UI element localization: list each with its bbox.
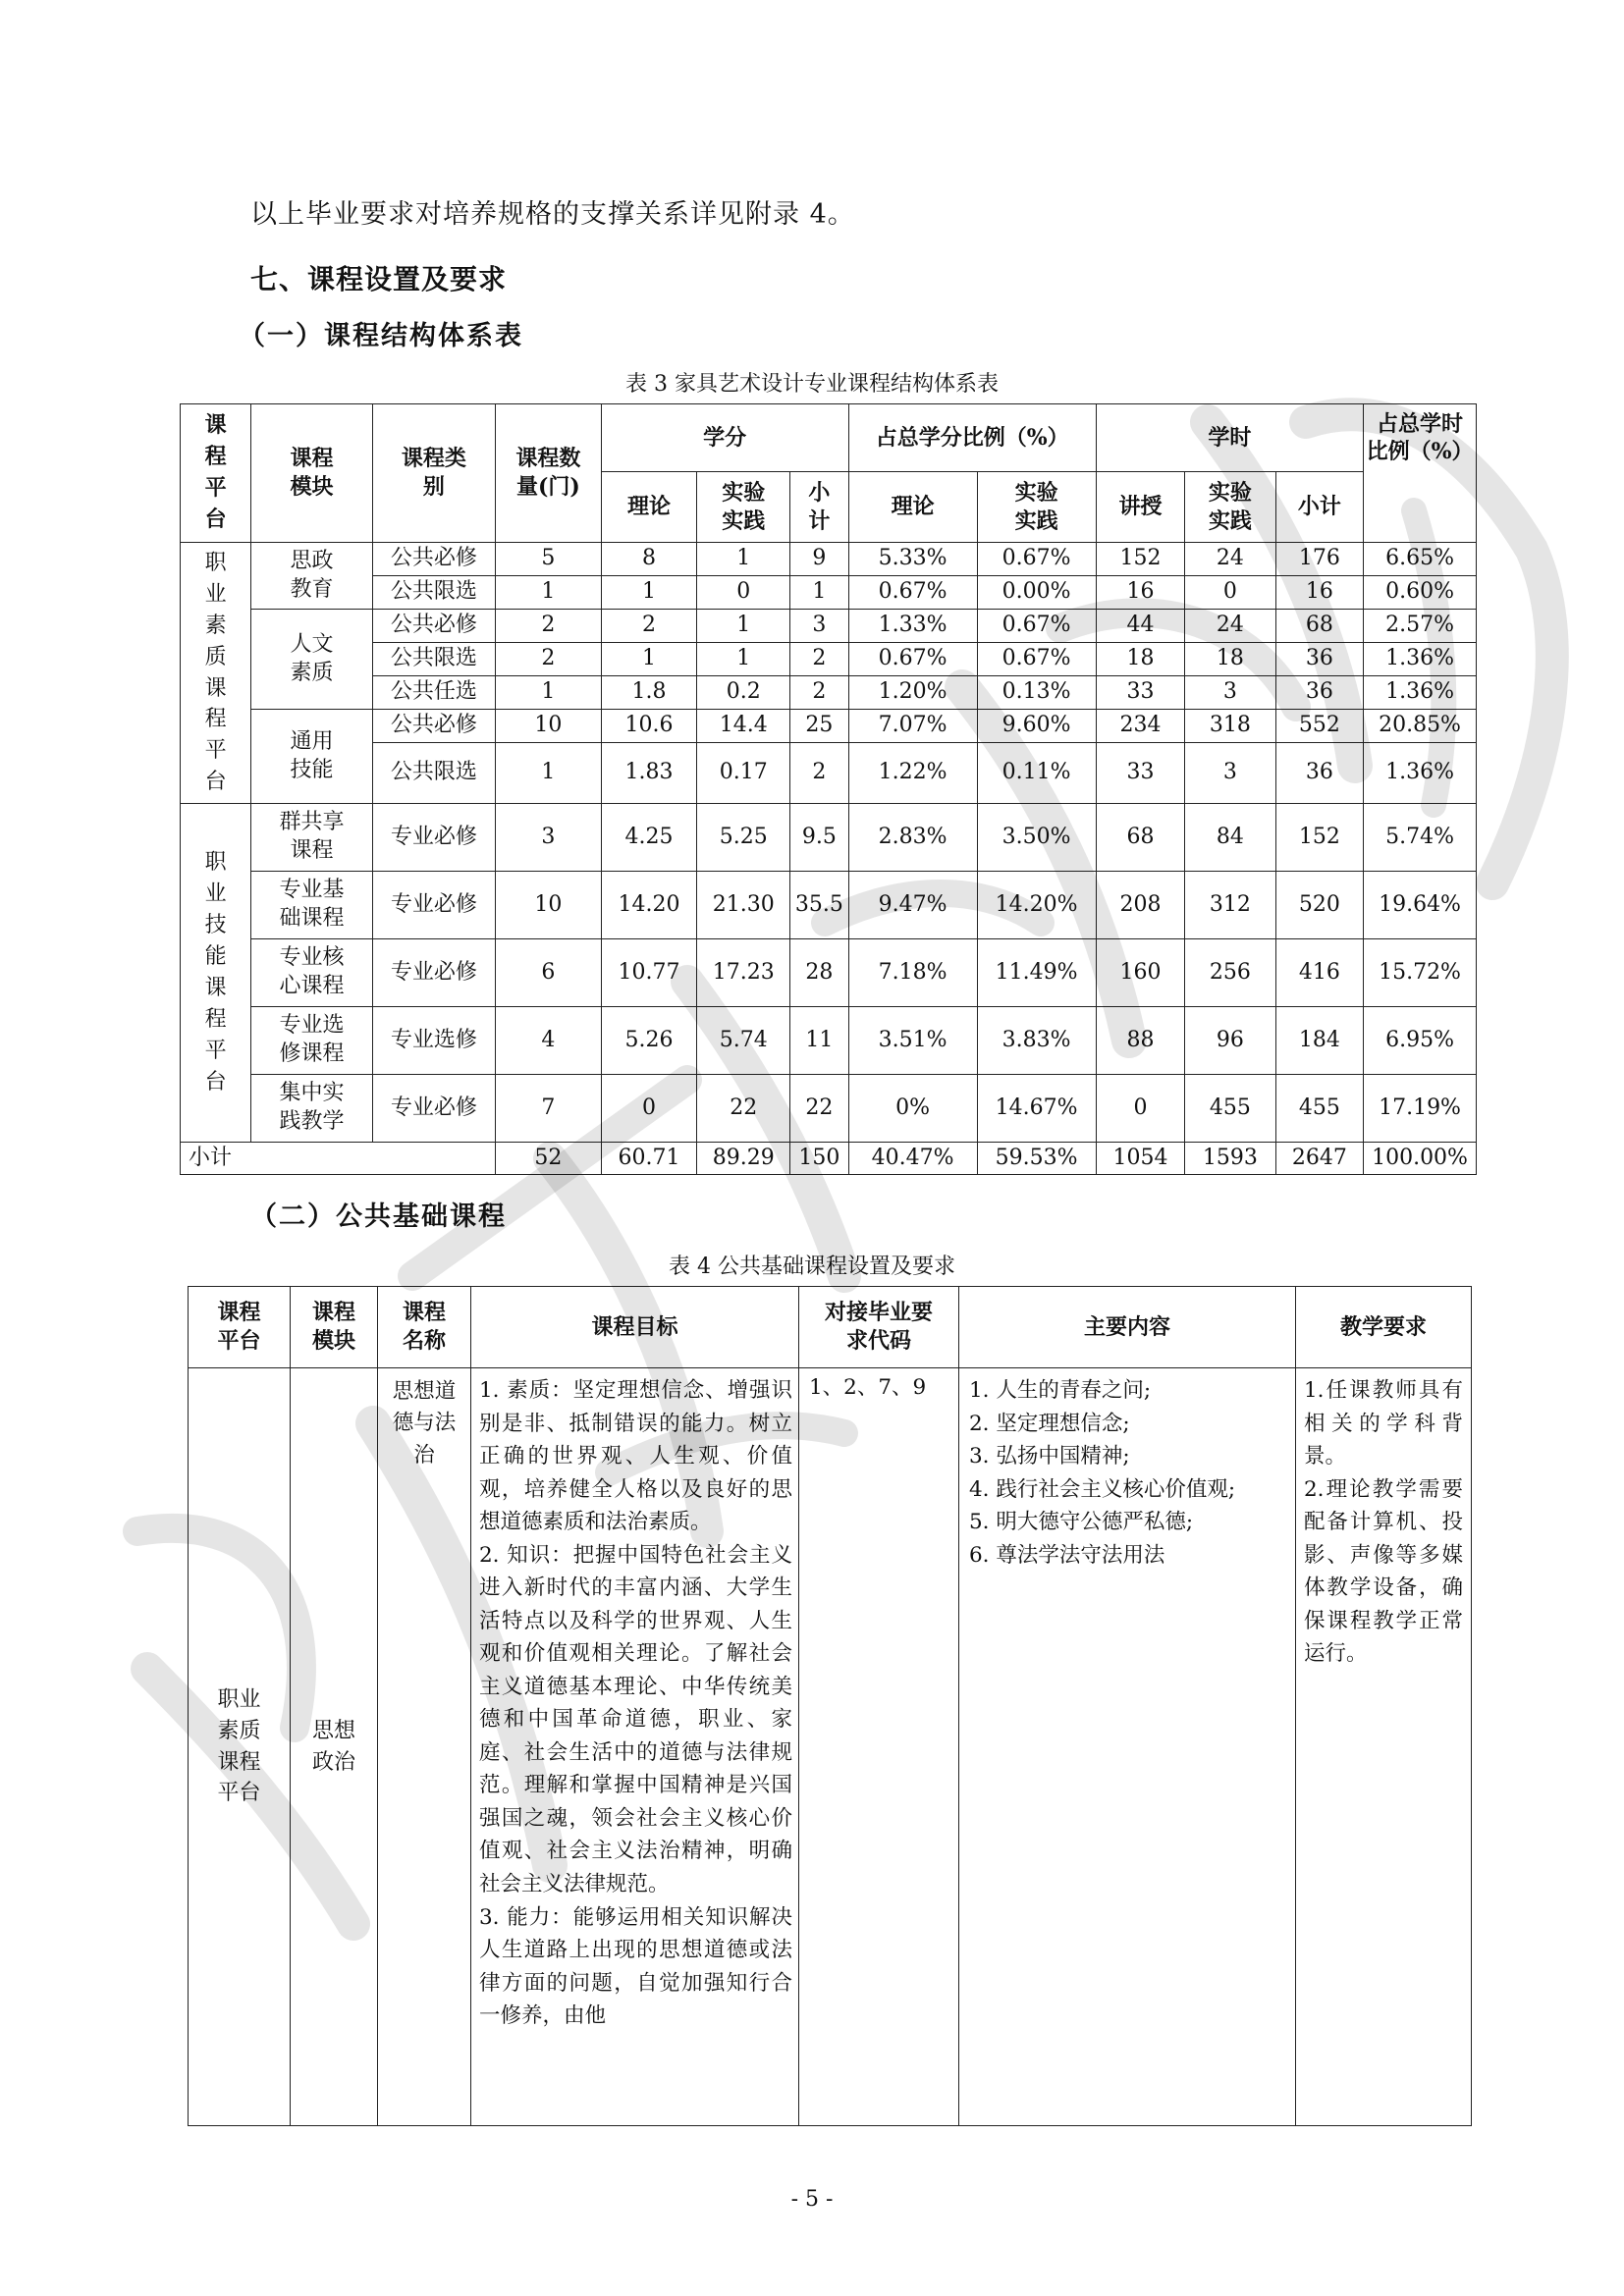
header-goals: 课程目标 bbox=[471, 1287, 799, 1368]
cell: 59.53% bbox=[977, 1143, 1096, 1175]
cell: 3 bbox=[1185, 743, 1276, 804]
cell: 100.00% bbox=[1364, 1143, 1477, 1175]
cell: 2 bbox=[601, 610, 697, 643]
cell: 公共限选 bbox=[372, 643, 496, 676]
cell: 160 bbox=[1096, 939, 1184, 1007]
cell: 318 bbox=[1185, 710, 1276, 743]
cell: 16 bbox=[1275, 576, 1363, 610]
cell: 2.57% bbox=[1364, 610, 1477, 643]
header-subtotal: 小 计 bbox=[790, 472, 849, 543]
cell: 3.83% bbox=[977, 1007, 1096, 1075]
header-lecture: 讲授 bbox=[1096, 472, 1184, 543]
cell: 1 bbox=[496, 576, 601, 610]
cell: 1.36% bbox=[1364, 743, 1477, 804]
cell: 0.67% bbox=[977, 543, 1096, 576]
cell: 0.67% bbox=[848, 576, 977, 610]
cell: 33 bbox=[1096, 743, 1184, 804]
cell: 专业必修 bbox=[372, 1075, 496, 1143]
cell: 9.5 bbox=[790, 804, 849, 872]
cell: 2.83% bbox=[848, 804, 977, 872]
table4-header-row bbox=[189, 1287, 1472, 1368]
header-category: 课程类 别 bbox=[372, 404, 496, 543]
cell: 10.77 bbox=[601, 939, 697, 1007]
cell: 19.64% bbox=[1364, 872, 1477, 939]
cell: 21.30 bbox=[697, 872, 790, 939]
header-ratio-theory: 理论 bbox=[848, 472, 977, 543]
table-row bbox=[181, 643, 1477, 676]
platform-cell: 职 业 素 质 课 程 平 台 bbox=[181, 543, 251, 804]
cell: 16 bbox=[1096, 576, 1184, 610]
cell: 152 bbox=[1275, 804, 1363, 872]
header-module: 课程 模块 bbox=[291, 1287, 378, 1368]
subsection-title-public: （二）公共基础课程 bbox=[250, 1201, 507, 1232]
cell: 1 bbox=[496, 676, 601, 710]
cell: 0.67% bbox=[977, 610, 1096, 643]
cell: 208 bbox=[1096, 872, 1184, 939]
cell: 15.72% bbox=[1364, 939, 1477, 1007]
cell: 68 bbox=[1096, 804, 1184, 872]
module-cell: 专业基 础课程 bbox=[251, 872, 372, 939]
cell: 20.85% bbox=[1364, 710, 1477, 743]
table-row bbox=[181, 872, 1477, 939]
cell: 17.23 bbox=[697, 939, 790, 1007]
main-contents bbox=[959, 1368, 1296, 2126]
requirement-item: 2.理论教学需要配备计算机、投影、声像等多媒体教学设备，确保课程教学正常运行。 bbox=[1304, 1476, 1463, 1667]
table-row bbox=[181, 1075, 1477, 1143]
content-item: 6. 尊法学法守法用法 bbox=[969, 1542, 1165, 1568]
table-row bbox=[181, 576, 1477, 610]
cell: 455 bbox=[1185, 1075, 1276, 1143]
intro-paragraph: 以上毕业要求对培养规格的支撑关系详见附录 4。 bbox=[250, 199, 855, 230]
cell: 10 bbox=[496, 710, 601, 743]
header-practice: 实验 实践 bbox=[697, 472, 790, 543]
cell: 234 bbox=[1096, 710, 1184, 743]
table-row bbox=[181, 939, 1477, 1007]
subtotal-label: 小计 bbox=[181, 1143, 496, 1175]
subtotal-row bbox=[181, 1143, 1477, 1175]
table3-caption: 表 3 家具艺术设计专业课程结构体系表 bbox=[625, 372, 999, 397]
cell: 专业必修 bbox=[372, 872, 496, 939]
table-row bbox=[181, 710, 1477, 743]
cell: 4 bbox=[496, 1007, 601, 1075]
cell: 68 bbox=[1275, 610, 1363, 643]
cell: 1.36% bbox=[1364, 676, 1477, 710]
cell: 36 bbox=[1275, 676, 1363, 710]
cell: 9.47% bbox=[848, 872, 977, 939]
cell: 6.65% bbox=[1364, 543, 1477, 576]
header-hours-ratio-blank bbox=[1364, 472, 1477, 543]
module-cell: 思想 政治 bbox=[291, 1368, 378, 2126]
header-platform: 课 程 平 台 bbox=[181, 404, 251, 543]
goal-item: 2. 知识：把握中国特色社会主义进入新时代的丰富内涵、大学生活特点以及科学的世界观、人生观和价值观相关理论。了解社会主义道德基本理论、中华传统美德和中国革命道德，职业、家庭、社会生活中的道德与法律规范。理解和掌握中国精神是兴国强国之魂，领会社会主义核心价值观、社会主义法治精神，明确社会主义法律规范。 bbox=[479, 1542, 792, 1896]
cell: 60.71 bbox=[601, 1143, 697, 1175]
cell: 专业选修 bbox=[372, 1007, 496, 1075]
page-number: - 5 - bbox=[790, 2187, 834, 2212]
cell: 22 bbox=[697, 1075, 790, 1143]
cell: 14.67% bbox=[977, 1075, 1096, 1143]
cell: 0.67% bbox=[848, 643, 977, 676]
header-theory: 理论 bbox=[601, 472, 697, 543]
cell: 1054 bbox=[1096, 1143, 1184, 1175]
section-title: 七、课程设置及要求 bbox=[250, 263, 508, 295]
header-credits: 学分 bbox=[601, 404, 848, 472]
header-hours-subtotal: 小计 bbox=[1275, 472, 1363, 543]
header-name: 课程 名称 bbox=[378, 1287, 471, 1368]
table-row bbox=[189, 1368, 1472, 2126]
table4-caption: 表 4 公共基础课程设置及要求 bbox=[669, 1255, 955, 1279]
public-course-table bbox=[188, 1286, 1472, 2126]
cell: 3.50% bbox=[977, 804, 1096, 872]
cell: 0.11% bbox=[977, 743, 1096, 804]
cell: 44 bbox=[1096, 610, 1184, 643]
cell: 150 bbox=[790, 1143, 849, 1175]
content-item: 5. 明大德守公德严私德; bbox=[969, 1510, 1194, 1535]
cell: 7.07% bbox=[848, 710, 977, 743]
header-content: 主要内容 bbox=[959, 1287, 1296, 1368]
cell: 1 bbox=[697, 643, 790, 676]
table-row bbox=[181, 804, 1477, 872]
cell: 3.51% bbox=[848, 1007, 977, 1075]
subsection-title-structure: （一）课程结构体系表 bbox=[239, 321, 523, 351]
cell: 0.60% bbox=[1364, 576, 1477, 610]
cell: 36 bbox=[1275, 743, 1363, 804]
cell: 10 bbox=[496, 872, 601, 939]
cell: 24 bbox=[1185, 543, 1276, 576]
cell: 152 bbox=[1096, 543, 1184, 576]
cell: 2 bbox=[790, 743, 849, 804]
cell: 25 bbox=[790, 710, 849, 743]
content-item: 1. 人生的青春之问; bbox=[969, 1378, 1152, 1403]
header-count: 课程数 量(门) bbox=[496, 404, 601, 543]
cell: 5.74% bbox=[1364, 804, 1477, 872]
cell: 1 bbox=[697, 543, 790, 576]
module-cell: 专业选 修课程 bbox=[251, 1007, 372, 1075]
platform-cell: 职业 素质 课程 平台 bbox=[189, 1368, 291, 2126]
cell: 0.2 bbox=[697, 676, 790, 710]
header-hours-practice: 实验 实践 bbox=[1185, 472, 1276, 543]
module-cell: 群共享 课程 bbox=[251, 804, 372, 872]
cell: 455 bbox=[1275, 1075, 1363, 1143]
module-cell: 人文 素质 bbox=[251, 610, 372, 710]
cell: 9 bbox=[790, 543, 849, 576]
cell: 24 bbox=[1185, 610, 1276, 643]
module-cell: 通用 技能 bbox=[251, 710, 372, 804]
cell: 专业必修 bbox=[372, 939, 496, 1007]
cell: 96 bbox=[1185, 1007, 1276, 1075]
module-cell: 思政 教育 bbox=[251, 543, 372, 610]
cell: 专业必修 bbox=[372, 804, 496, 872]
header-platform: 课程 平台 bbox=[189, 1287, 291, 1368]
header-module: 课程 模块 bbox=[251, 404, 372, 543]
table-row bbox=[181, 676, 1477, 710]
cell: 0.17 bbox=[697, 743, 790, 804]
table-row bbox=[181, 743, 1477, 804]
cell: 2 bbox=[496, 643, 601, 676]
cell: 33 bbox=[1096, 676, 1184, 710]
cell: 17.19% bbox=[1364, 1075, 1477, 1143]
cell: 256 bbox=[1185, 939, 1276, 1007]
cell: 11 bbox=[790, 1007, 849, 1075]
table3-header-row-1 bbox=[181, 404, 1477, 472]
course-structure-table bbox=[180, 403, 1477, 1175]
cell: 14.4 bbox=[697, 710, 790, 743]
module-cell: 集中实 践教学 bbox=[251, 1075, 372, 1143]
cell: 11.49% bbox=[977, 939, 1096, 1007]
cell: 1.20% bbox=[848, 676, 977, 710]
cell: 0.67% bbox=[977, 643, 1096, 676]
cell: 416 bbox=[1275, 939, 1363, 1007]
cell: 1.22% bbox=[848, 743, 977, 804]
goal-item: 1. 素质：坚定理想信念、增强识别是非、抵制错误的能力。树立正确的世界观、人生观、价值观，培养健全人格以及良好的思想道德素质和法治素质。 bbox=[479, 1378, 792, 1535]
cell: 5.26 bbox=[601, 1007, 697, 1075]
cell: 3 bbox=[1185, 676, 1276, 710]
cell: 1593 bbox=[1185, 1143, 1276, 1175]
cell: 14.20% bbox=[977, 872, 1096, 939]
cell: 28 bbox=[790, 939, 849, 1007]
cell: 89.29 bbox=[697, 1143, 790, 1175]
cell: 1.8 bbox=[601, 676, 697, 710]
cell: 公共必修 bbox=[372, 543, 496, 576]
cell: 18 bbox=[1096, 643, 1184, 676]
cell: 22 bbox=[790, 1075, 849, 1143]
header-hours: 学时 bbox=[1096, 404, 1363, 472]
cell: 552 bbox=[1275, 710, 1363, 743]
cell: 0 bbox=[601, 1075, 697, 1143]
cell: 0% bbox=[848, 1075, 977, 1143]
cell: 9.60% bbox=[977, 710, 1096, 743]
cell: 7 bbox=[496, 1075, 601, 1143]
cell: 0.00% bbox=[977, 576, 1096, 610]
cell: 5 bbox=[496, 543, 601, 576]
cell: 2 bbox=[790, 676, 849, 710]
cell: 5.25 bbox=[697, 804, 790, 872]
cell: 312 bbox=[1185, 872, 1276, 939]
cell: 0 bbox=[1185, 576, 1276, 610]
cell: 1 bbox=[697, 610, 790, 643]
teaching-requirements bbox=[1296, 1368, 1472, 2126]
cell: 公共必修 bbox=[372, 710, 496, 743]
table-row bbox=[181, 1007, 1477, 1075]
cell: 184 bbox=[1275, 1007, 1363, 1075]
requirement-item: 1.任课教师具有相关的学科背景。 bbox=[1304, 1378, 1463, 1469]
course-name: 思想道 德与法 治 bbox=[378, 1368, 471, 2126]
cell: 公共限选 bbox=[372, 743, 496, 804]
cell: 6.95% bbox=[1364, 1007, 1477, 1075]
cell: 公共必修 bbox=[372, 610, 496, 643]
cell: 0 bbox=[1096, 1075, 1184, 1143]
table-row bbox=[181, 543, 1477, 576]
table-row bbox=[181, 610, 1477, 643]
cell: 18 bbox=[1185, 643, 1276, 676]
header-requirements: 教学要求 bbox=[1296, 1287, 1472, 1368]
cell: 公共限选 bbox=[372, 576, 496, 610]
cell: 0.13% bbox=[977, 676, 1096, 710]
cell: 公共任选 bbox=[372, 676, 496, 710]
cell: 3 bbox=[496, 804, 601, 872]
cell: 1.36% bbox=[1364, 643, 1477, 676]
cell: 7.18% bbox=[848, 939, 977, 1007]
requirement-codes: 1、2、7、9 bbox=[799, 1368, 959, 2126]
cell: 1 bbox=[790, 576, 849, 610]
cell: 3 bbox=[790, 610, 849, 643]
header-credit-ratio: 占总学分比例（%） bbox=[848, 404, 1096, 472]
cell: 5.74 bbox=[697, 1007, 790, 1075]
cell: 4.25 bbox=[601, 804, 697, 872]
cell: 14.20 bbox=[601, 872, 697, 939]
cell: 10.6 bbox=[601, 710, 697, 743]
cell: 1.33% bbox=[848, 610, 977, 643]
cell: 6 bbox=[496, 939, 601, 1007]
cell: 88 bbox=[1096, 1007, 1184, 1075]
cell: 36 bbox=[1275, 643, 1363, 676]
module-cell: 专业核 心课程 bbox=[251, 939, 372, 1007]
cell: 52 bbox=[496, 1143, 601, 1175]
cell: 8 bbox=[601, 543, 697, 576]
platform-cell: 职 业 技 能 课 程 平 台 bbox=[181, 804, 251, 1143]
goal-item: 3. 能力：能够运用相关知识解决人生道路上出现的思想道德或法律方面的问题，自觉加强知行合一修养，由他 bbox=[479, 1904, 792, 2029]
cell: 2 bbox=[790, 643, 849, 676]
cell: 1 bbox=[496, 743, 601, 804]
cell: 40.47% bbox=[848, 1143, 977, 1175]
cell: 84 bbox=[1185, 804, 1276, 872]
content-item: 2. 坚定理想信念; bbox=[969, 1411, 1130, 1436]
content-item: 3. 弘扬中国精神; bbox=[969, 1444, 1130, 1469]
header-hours-ratio: 占总学时 比例（%） bbox=[1364, 404, 1477, 472]
cell: 2647 bbox=[1275, 1143, 1363, 1175]
content-item: 4. 践行社会主义核心价值观; bbox=[969, 1476, 1236, 1502]
cell: 5.33% bbox=[848, 543, 977, 576]
cell: 1 bbox=[601, 576, 697, 610]
cell: 35.5 bbox=[790, 872, 849, 939]
cell: 520 bbox=[1275, 872, 1363, 939]
header-codes: 对接毕业要 求代码 bbox=[799, 1287, 959, 1368]
cell: 1.83 bbox=[601, 743, 697, 804]
cell: 2 bbox=[496, 610, 601, 643]
header-ratio-practice: 实验 实践 bbox=[977, 472, 1096, 543]
course-goals bbox=[471, 1368, 799, 2126]
cell: 0 bbox=[697, 576, 790, 610]
cell: 1 bbox=[601, 643, 697, 676]
cell: 176 bbox=[1275, 543, 1363, 576]
